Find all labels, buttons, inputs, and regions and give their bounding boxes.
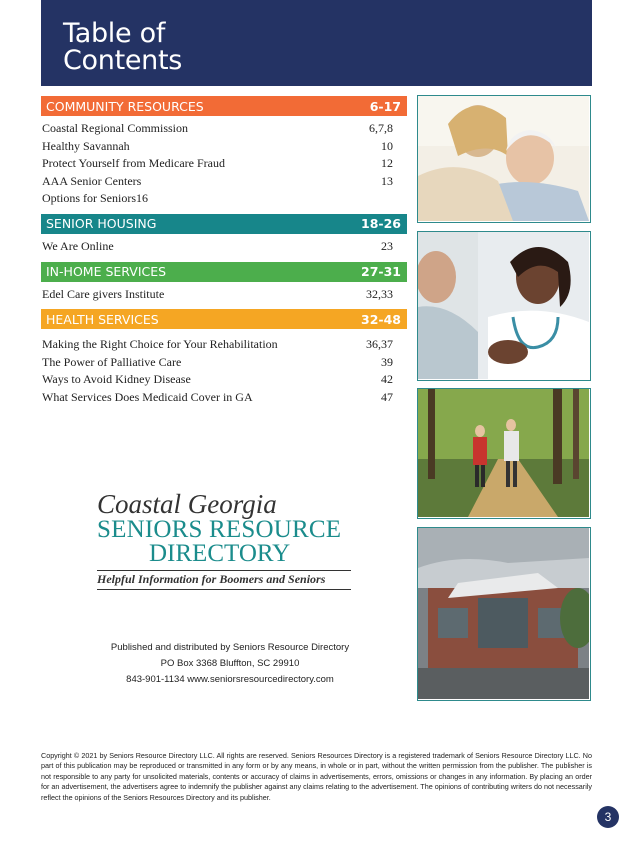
- section-title: HEALTH SERVICES: [46, 311, 159, 327]
- toc-entry[interactable]: [42, 238, 407, 256]
- section-entries: [41, 329, 407, 412]
- publisher-line: Published and distributed by Seniors Resource Directory: [110, 642, 350, 653]
- section-entries: [41, 282, 407, 310]
- section-title: COMMUNITY RESOURCES: [46, 98, 204, 114]
- photo-couple-walking-image: [418, 389, 589, 517]
- logo-rule: [97, 589, 351, 590]
- entry-title: Healthy Savannah: [42, 138, 130, 153]
- photo-nurse-with-patient-image: [418, 232, 589, 379]
- entry-page: 12: [381, 156, 393, 171]
- toc-entry[interactable]: [42, 138, 407, 156]
- entry-title: What Services Does Medicaid Cover in GA: [42, 389, 253, 404]
- section-title: IN-HOME SERVICES: [46, 264, 167, 280]
- photo-caregiver-hug: [417, 95, 591, 223]
- toc-entry[interactable]: [42, 389, 407, 407]
- section-header-senior-housing[interactable]: [41, 214, 407, 234]
- section-entries: [41, 234, 407, 262]
- entry-page: 23: [381, 238, 393, 253]
- toc-entry[interactable]: [42, 371, 407, 389]
- entry-page: 13: [381, 173, 393, 188]
- toc-entry[interactable]: [42, 286, 407, 304]
- logo-line-directory: DIRECTORY: [149, 540, 291, 567]
- entry-title: We Are Online: [42, 238, 114, 253]
- entry-page: 10: [381, 138, 393, 153]
- entry-page: 47: [381, 389, 393, 404]
- entry-page: 6,7,8: [369, 121, 393, 135]
- photo-couple-walking: [417, 388, 591, 519]
- entry-title: AAA Senior Centers: [42, 173, 142, 188]
- table-of-contents: [41, 96, 407, 413]
- page-title: Table of Contents: [63, 18, 183, 76]
- toc-entry[interactable]: [42, 336, 407, 354]
- entry-title: Protect Yourself from Medicare Fraud: [42, 156, 225, 171]
- section-header-health-services[interactable]: [41, 309, 407, 329]
- section-header-community-resources[interactable]: [41, 96, 407, 116]
- section-header-in-home-services[interactable]: [41, 262, 407, 282]
- publisher-contact[interactable]: 843-901-1134 www.seniorsresourcedirectory.com: [126, 674, 334, 685]
- page-number-badge: 3: [597, 806, 619, 828]
- entry-page: [393, 190, 407, 208]
- logo-line-region: Coastal Georgia: [97, 489, 277, 519]
- toc-entry[interactable]: [42, 190, 407, 208]
- publisher-info: [60, 640, 400, 688]
- directory-logo: [97, 490, 351, 590]
- photo-medical-building-image: [418, 528, 589, 699]
- toc-entry[interactable]: [42, 155, 407, 173]
- section-entries: [41, 116, 407, 214]
- entry-title: Edel Care givers Institute: [42, 286, 165, 301]
- photo-nurse-with-patient: [417, 231, 591, 381]
- entry-title: The Power of Palliative Care: [42, 354, 182, 369]
- entry-title: Options for Seniors16: [42, 191, 148, 206]
- entry-page: 36,37: [366, 337, 393, 352]
- entry-page: 39: [381, 354, 393, 369]
- section-title: SENIOR HOUSING: [46, 216, 157, 232]
- copyright-notice: Copyright © 2021 by Seniors Resource Directory LLC. All rights are reserved. Seniors Resources Directory is a registered trademark of Seniors Resource Directory LLC. No part of this publication may be reproduced or transmitted in any form or by any means, in whole or in part, without the written permission from the publisher. The publisher is not responsible to any party for unsolicited materials, contents or accuracy of claims in advertisements, errors, omissions or changes in any information. By placing an order for an advertisement, the advertisers agree to indemnify the publisher against any claims relating to the advertisement. The opinions of contributing writers do not necessarily reflect the opinions of the Seniors Resources Directory and its publisher.: [41, 751, 592, 802]
- logo-rule: [97, 570, 351, 571]
- logo-tagline: Helpful Information for Boomers and Seniors: [97, 572, 326, 586]
- entry-title: Coastal Regional Commission: [42, 121, 188, 135]
- entry-page: 42: [381, 372, 393, 387]
- entry-title: Ways to Avoid Kidney Disease: [42, 372, 191, 387]
- section-page-range: 6-17: [369, 98, 401, 114]
- photo-caregiver-hug-image: [418, 96, 589, 221]
- toc-entry[interactable]: [42, 354, 407, 372]
- entry-title: Making the Right Choice for Your Rehabilitation: [42, 337, 278, 352]
- toc-entry[interactable]: [42, 173, 407, 191]
- entry-page: 32,33: [366, 286, 393, 301]
- toc-entry[interactable]: [42, 120, 407, 138]
- section-page-range: 27-31: [361, 264, 401, 280]
- section-page-range: 18-26: [361, 216, 401, 232]
- publisher-address: PO Box 3368 Bluffton, SC 29910: [160, 658, 300, 669]
- section-page-range: 32-48: [361, 311, 401, 327]
- logo-line-name: SENIORS RESOURCE: [97, 516, 342, 543]
- photo-medical-building: [417, 527, 591, 701]
- page-header: [41, 0, 592, 86]
